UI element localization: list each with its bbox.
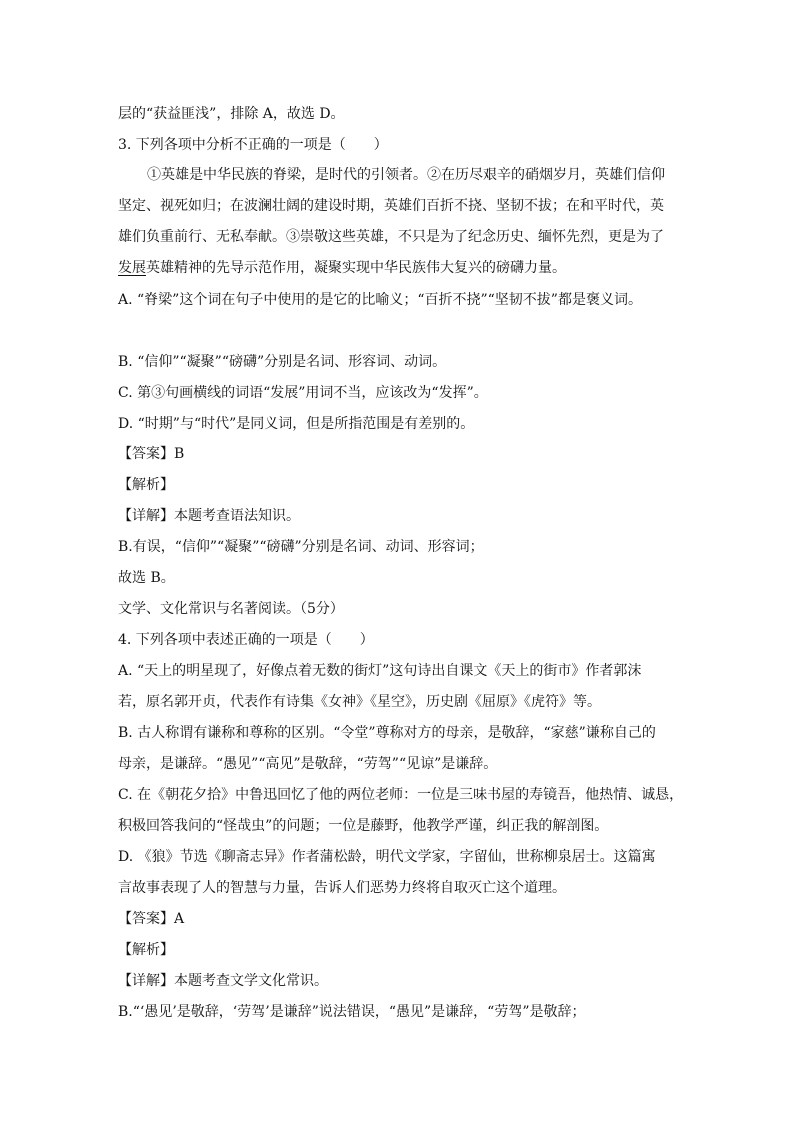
underlined-word: 发展 bbox=[118, 260, 146, 276]
option-c: C. 在《朝花夕拾》中鲁迅回忆了他的两位老师：一位是三味书屋的寿镜吾，他热情、诚恳， bbox=[118, 787, 684, 803]
passage-line-rest: 英雄精神的先导示范作用，凝聚实现中华民族伟大复兴的磅礴力量。 bbox=[146, 260, 566, 276]
analysis-label: 【解析】 bbox=[118, 477, 174, 493]
option-c-cont: 积极回答我问的“怪哉虫”的问题；一位是藤野，他教学严谨，纠正我的解剖图。 bbox=[118, 818, 609, 834]
option-b: B. 古人称谓有谦称和尊称的区别。“令堂”尊称对方的母亲，是敬辞，“家慈”谦称自己的 bbox=[118, 725, 656, 741]
passage-line: 坚定、视死如归；在波澜壮阔的建设时期，英雄们百折不挠、坚韧不拔；在和平时代，英 bbox=[118, 198, 664, 214]
option-a-cont: 若，原名郭开贞，代表作有诗集《女神》《星空》，历史剧《屈原》《虎符》等。 bbox=[118, 694, 601, 710]
analysis-label: 【解析】 bbox=[118, 942, 174, 958]
detail-line: 故选 B。 bbox=[118, 570, 175, 586]
detail-line: B.有误，“信仰”“凝聚”“磅礴”分别是名词、动词、形容词； bbox=[118, 539, 484, 555]
answer-label: 【答案】B bbox=[118, 446, 185, 462]
option-a: A. “脊梁”这个词在句子中使用的是它的比喻义；“百折不挠”“坚韧不拔”都是褒义词。 bbox=[118, 292, 642, 308]
passage-line: ①英雄是中华民族的脊梁，是时代的引领者。②在历尽艰辛的硝烟岁月，英雄们信仰 bbox=[147, 167, 665, 183]
option-a: A. “天上的明星现了，好像点着无数的街灯”这句诗出自课文《天上的街市》作者郭沫 bbox=[118, 663, 642, 679]
passage-line: 雄们负重前行、无私奉献。③崇敬这些英雄，不只是为了纪念历史、缅怀先烈，更是为了 bbox=[118, 229, 664, 245]
option-c: C. 第③句画横线的词语“发展”用词不当，应该改为“发挥”。 bbox=[118, 385, 488, 401]
text-line: 层的“获益匪浅”，排除 A，故选 D。 bbox=[118, 106, 345, 122]
answer-label: 【答案】A bbox=[118, 911, 185, 927]
option-d-cont: 言故事表现了人的智慧与力量，告诉人们恶势力终将自取灭亡这个道理。 bbox=[118, 880, 566, 896]
option-b: B. “信仰”“凝聚”“磅礴”分别是名词、形容词、动词。 bbox=[118, 354, 447, 370]
option-d: D. “时期”与“时代”是同义词，但是所指范围是有差别的。 bbox=[118, 416, 475, 432]
option-d: D. 《狼》节选《聊斋志异》作者蒲松龄，明代文学家，字留仙，世称柳泉居士。这篇寓 bbox=[118, 849, 656, 865]
section-heading: 文学、文化常识与名著阅读。（5分） bbox=[118, 601, 344, 617]
detail-line: B.“‘愚见’是敬辞，‘劳驾’是谦辞”说法错误，“愚见”是谦辞，“劳驾”是敬辞； bbox=[118, 1004, 586, 1020]
detail-line: 【详解】本题考查文学文化常识。 bbox=[118, 973, 328, 989]
detail-line: 【详解】本题考查语法知识。 bbox=[118, 508, 300, 524]
option-b-cont: 母亲，是谦辞。“愚见”“高见”是敬辞，“劳驾”“见谅”是谦辞。 bbox=[118, 756, 498, 772]
question-4-stem: 4. 下列各项中表述正确的一项是（ ） bbox=[118, 632, 374, 648]
question-3-stem: 3. 下列各项中分析不正确的一项是（ ） bbox=[118, 137, 388, 153]
passage-line bbox=[118, 258, 566, 278]
